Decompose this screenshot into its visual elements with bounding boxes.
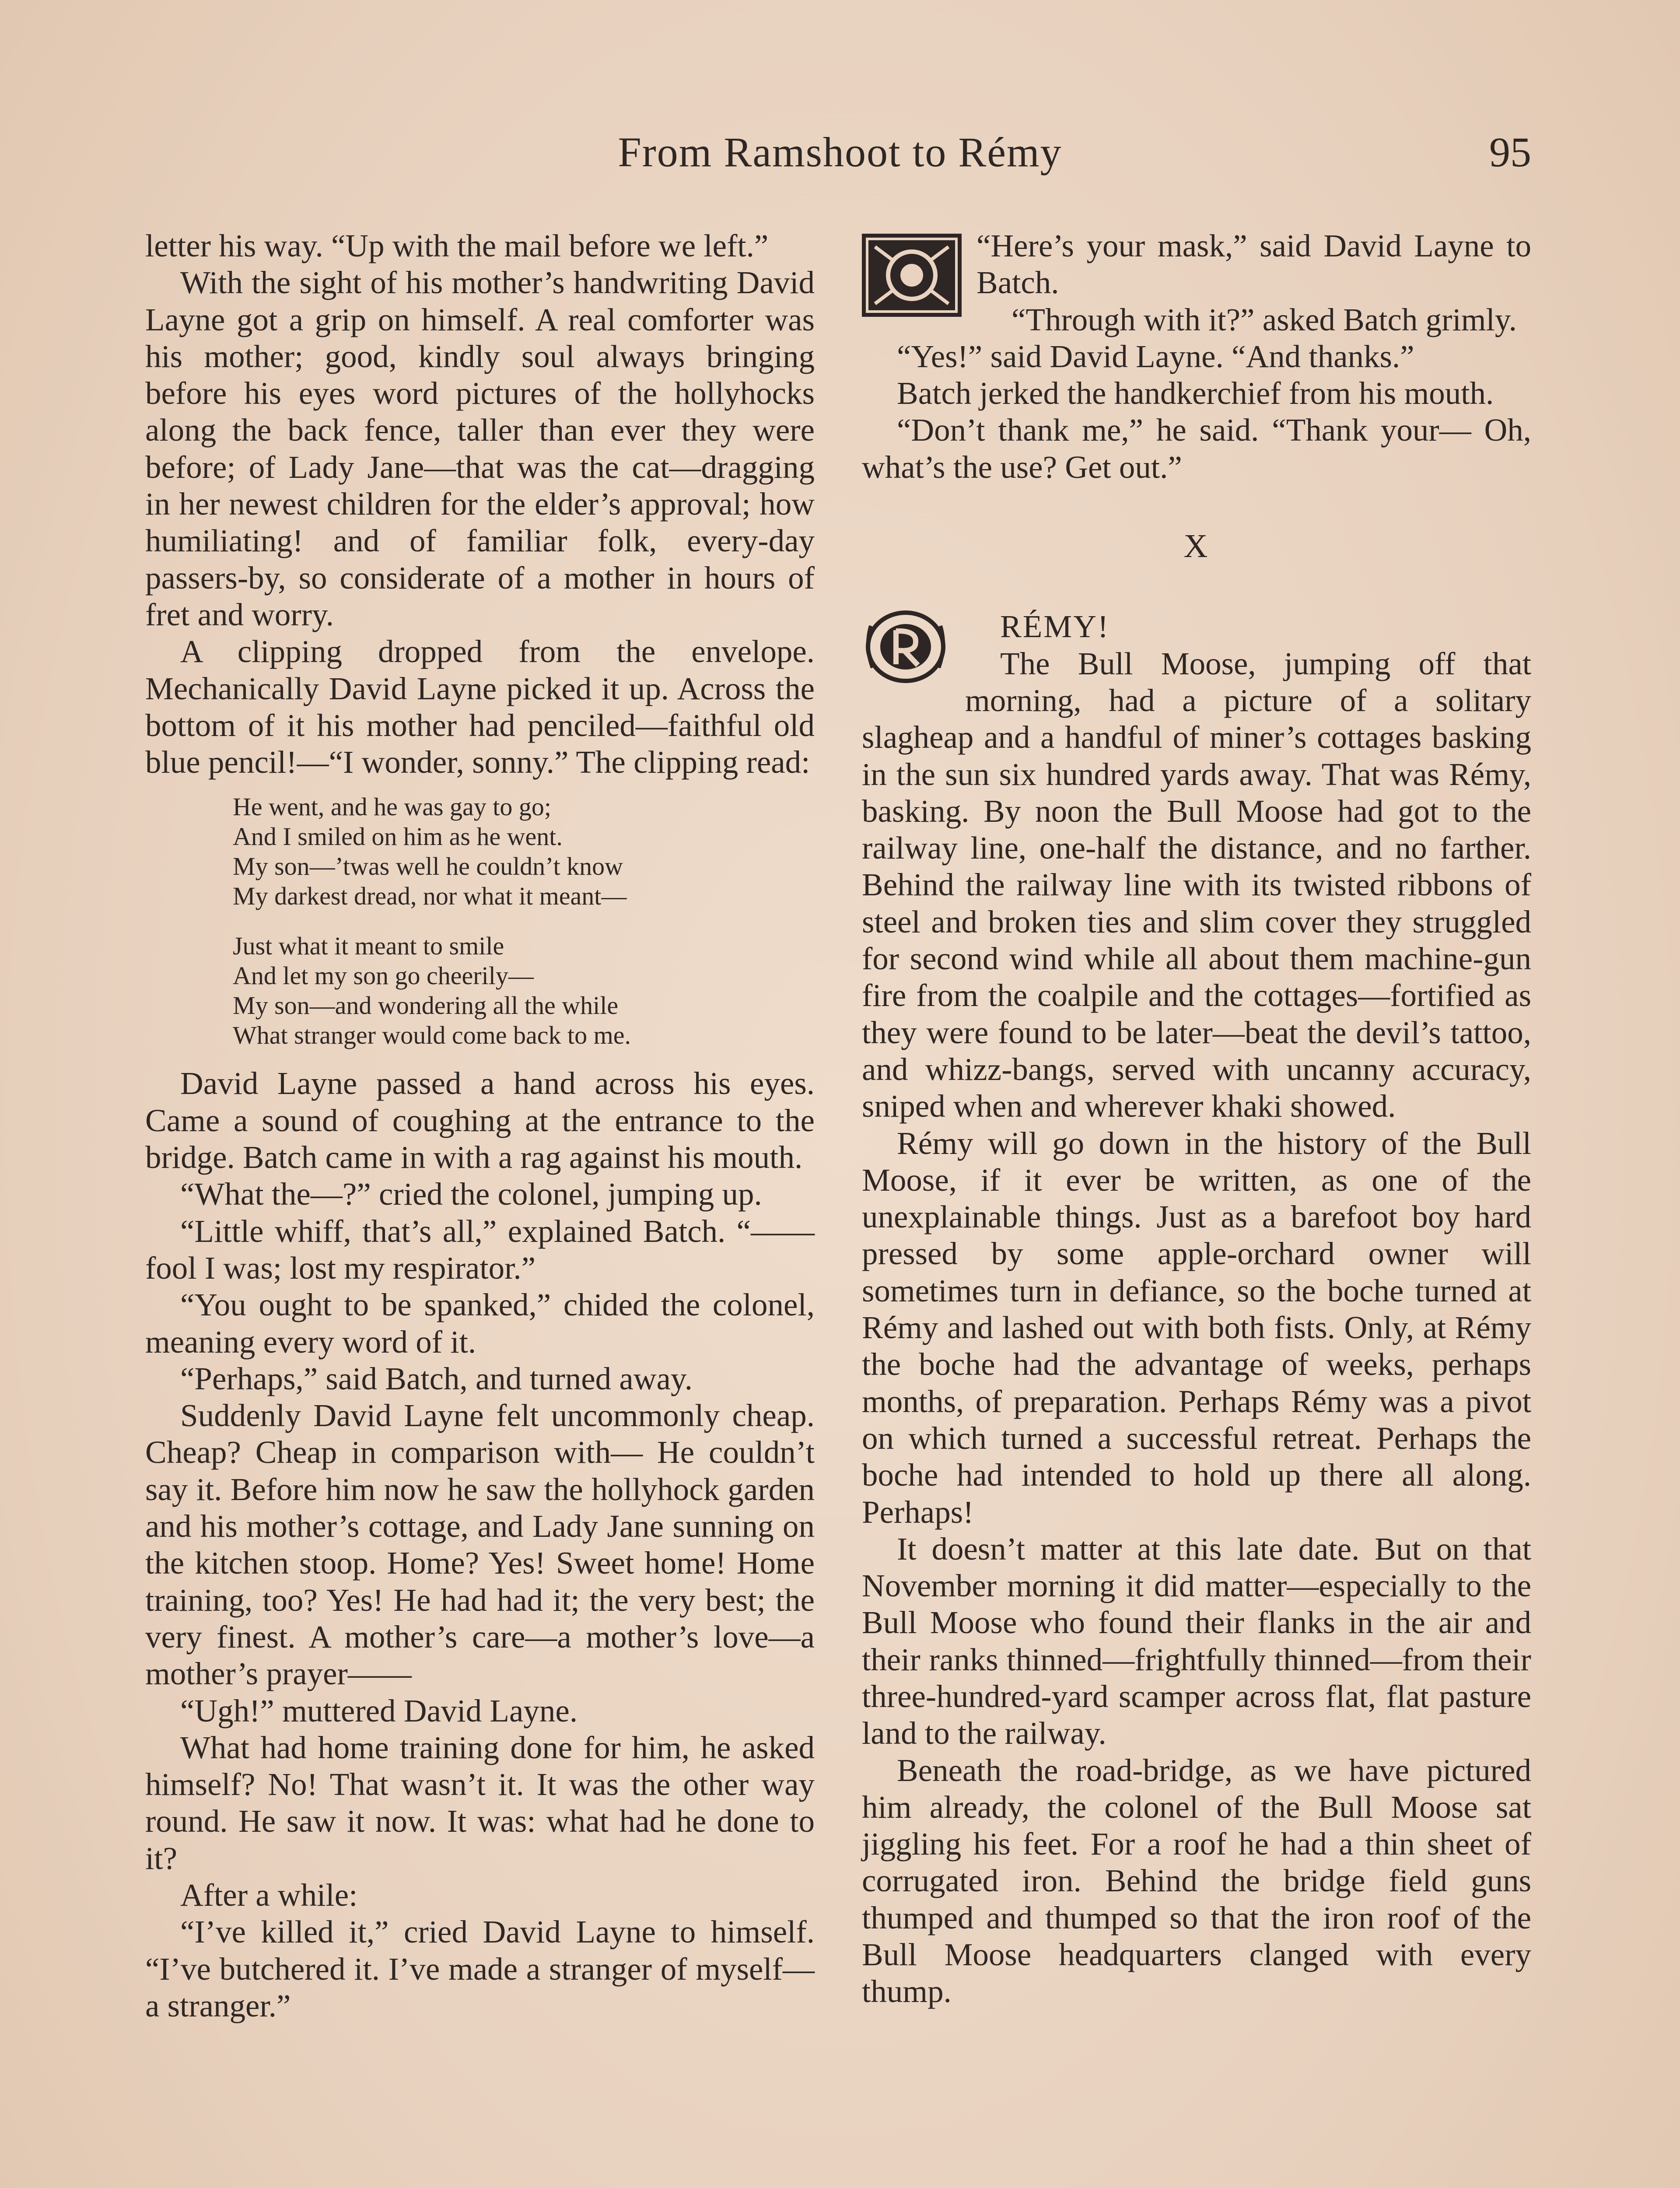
paragraph: The Bull Moose, jumping off that morning, had a picture of a solitary slagheap and a handful of miner’s cottages basking in the sun six hundred yards away. That was Rémy, basking. By noon the Bull Moose had got to the railway line, one-half the distance, and no farther. Behind the railway line with its twisted ribbons of steel and broken ties and slim cover they struggled for second wind while all about them machine-gun fire from the coalpile and the cottages—fortified as they were found to be later—beat the devil’s tattoo, and whizz-bangs, served with uncanny accuracy, sniped when and wherever khaki showed. <box>862 645 1531 1124</box>
poem-stanza <box>233 792 815 911</box>
paragraph: “I’ve killed it,” cried David Layne to himself. “I’ve butchered it. I’ve made a stranger of myself—a stranger.” <box>145 1914 815 2023</box>
section-opening: RÉMY! <box>1000 609 1110 645</box>
poem-line: Just what it meant to smile <box>233 932 504 961</box>
paragraph: “What the—?” cried the colonel, jumping up. <box>180 1176 762 1212</box>
poem-line: My son—and wondering all the while <box>233 991 619 1020</box>
poem-line: What stranger would come back to me. <box>233 1021 631 1050</box>
section-number: X <box>1183 528 1210 565</box>
poem-line: And let my son go cheerily— <box>233 961 534 990</box>
running-title: From Ramshoot to Rémy <box>618 129 1062 175</box>
ornament-r-icon <box>862 608 949 685</box>
right-column <box>862 228 1531 2010</box>
paragraph: Suddenly David Layne felt uncommonly cheap. Cheap? Cheap in comparison with— He couldn’t say it. Before him now he saw the hollyhock garden and his mother’s cottage, and Lady Jane sunning on the kitchen stoop. Home? Yes! Sweet home! Home training, too? Yes! He had had it; the very best; the very finest. A mother’s care—a mother’s love—a mother’s prayer—— <box>145 1398 815 1692</box>
paragraph: Batch jerked the handkerchief from his mouth. <box>897 375 1494 411</box>
paragraph: A clipping dropped from the envelope. Mechanically David Layne picked it up. Across the bottom of it his mother had penciled—faithful old blue pencil!—“I wonder, sonny.” The clipping read: <box>145 634 815 780</box>
ornament-dropcap-icon <box>862 234 962 317</box>
poem-line: He went, and he was gay to go; <box>233 792 552 821</box>
paragraph: What had home training done for him, he asked himself? No! That wasn’t it. It was the other way round. He saw it now. It was: what had he done to it? <box>145 1729 815 1876</box>
paragraph: “Yes!” said David Layne. “And thanks.” <box>897 338 1414 374</box>
poem-line: My son—’twas well he couldn’t know <box>233 852 623 881</box>
paragraph: With the sight of his mother’s handwriting David Layne got a grip on himself. A real comforter was his mother; good, kindly soul always bringing before his eyes word pictures of the hollyhocks along the back fence, taller than ever they were before; of Lady Jane—that was the cat—dragging in her newest children for the elder’s approval; how humiliating! and of familiar folk, every-day passers-by, so considerate of a mother in hours of fret and worry. <box>145 265 815 632</box>
poem-line: And I smiled on him as he went. <box>233 822 563 851</box>
ornament-r-svg <box>862 608 949 685</box>
paragraph: “Ugh!” muttered David Layne. <box>180 1693 578 1729</box>
ornament-dropcap-svg <box>862 234 962 317</box>
page-number: 95 <box>1489 129 1531 175</box>
paragraph: Beneath the road-bridge, as we have pictured him already, the colonel of the Bull Moose sat jiggling his feet. For a roof he had a thin sheet of corrugated iron. Behind the bridge field guns thumped and thumped so that the iron roof of the Bull Moose headquarters clanged with every thump. <box>862 1752 1531 2009</box>
paragraph: “Don’t thank me,” he said. “Thank your— Oh, what’s the use? Get out.” <box>862 412 1531 485</box>
clipping-poem <box>233 792 815 1050</box>
paragraph: “You ought to be spanked,” chided the colonel, meaning every word of it. <box>145 1287 815 1360</box>
paragraph: After a while: <box>180 1877 358 1913</box>
paragraph: “Through with it?” asked Batch grimly. <box>1012 302 1517 337</box>
poem-line: My darkest dread, nor what it meant— <box>233 882 627 911</box>
paragraph: “Little whiff, that’s all,” explained Batch. “—— fool I was; lost my respirator.” <box>145 1213 815 1286</box>
paragraph: David Layne passed a hand across his eyes. Came a sound of coughing at the entrance to the bridge. Batch came in with a rag against his mouth. <box>145 1066 815 1175</box>
paragraph: It doesn’t matter at this late date. But on that November morning it did matter—especially to the Bull Moose who found their flanks in the air and their ranks thinned—frightfully thinned—from their three-hundred-yard scamper across flat, flat pasture land to the railway. <box>862 1531 1531 1751</box>
paragraph: Rémy will go down in the history of the Bull Moose, if it ever be written, as one of the unexplainable things. Just as a barefoot boy hard pressed by some apple-orchard owner will sometimes turn in defiance, so the boche turned at Rémy and lashed out with both fists. Only, at Rémy the boche had the advantage of weeks, perhaps months, of preparation. Perhaps Rémy was a pivot on which turned a successful retreat. Perhaps the boche had intended to hold up there all along. Perhaps! <box>862 1125 1531 1530</box>
poem-stanza <box>233 931 815 1050</box>
paragraph: letter his way. “Up with the mail before we left.” <box>145 228 769 263</box>
left-column <box>145 228 815 2024</box>
paragraph: “Perhaps,” said Batch, and turned away. <box>180 1360 693 1396</box>
paragraph: “Here’s your mask,” said David Layne to Batch. <box>976 228 1531 301</box>
